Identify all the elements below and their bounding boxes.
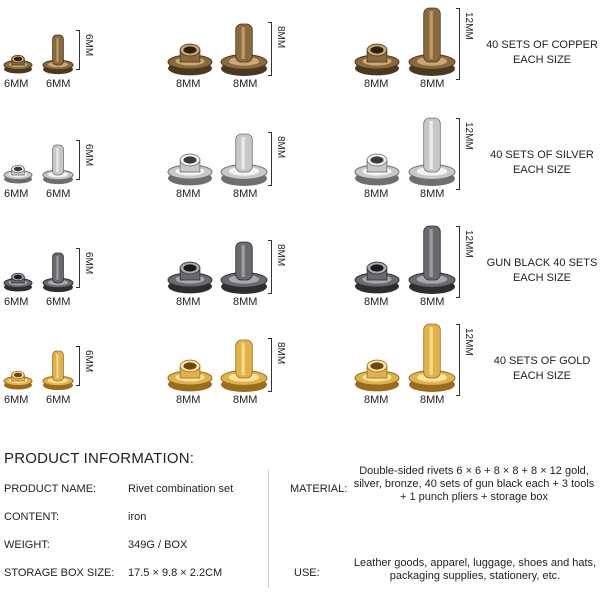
size-label: 8MM bbox=[233, 188, 258, 200]
size-label: 6MM bbox=[4, 78, 29, 90]
set-description-line: 40 SETS OF GOLD bbox=[493, 355, 591, 367]
height-bracket bbox=[76, 140, 80, 180]
material-value bbox=[350, 465, 598, 504]
use-line: Leather goods, apparel, luggage, shoes and hats, bbox=[353, 557, 597, 569]
size-label: 6MM bbox=[46, 188, 71, 200]
height-label: 6MM bbox=[83, 252, 94, 275]
weight-value: 349G / BOX bbox=[128, 539, 188, 551]
height-bracket bbox=[456, 226, 460, 298]
height-bracket bbox=[268, 240, 272, 294]
size-label: 8MM bbox=[420, 394, 445, 406]
size-label: 8MM bbox=[364, 188, 389, 200]
rivet-cap-6mm-icon bbox=[4, 371, 32, 389]
size-label: 8MM bbox=[420, 296, 445, 308]
size-label: 8MM bbox=[176, 78, 201, 90]
height-bracket bbox=[456, 324, 460, 396]
size-label: 8MM bbox=[176, 394, 201, 406]
height-label: 6MM bbox=[83, 34, 94, 57]
rivet-cap-8mm-icon bbox=[168, 360, 212, 391]
info-divider bbox=[268, 470, 269, 588]
rivet-row-gunblack bbox=[0, 218, 600, 323]
rivet-post-8mm-icon bbox=[221, 24, 267, 76]
content-label: CONTENT: bbox=[4, 511, 59, 523]
height-bracket bbox=[76, 30, 80, 70]
product-name-value: Rivet combination set bbox=[128, 483, 234, 495]
size-label: 8MM bbox=[420, 188, 445, 200]
height-bracket bbox=[456, 8, 460, 80]
rivet-post-6mm-icon bbox=[43, 145, 73, 184]
height-bracket bbox=[268, 338, 272, 392]
size-label: 6MM bbox=[4, 296, 29, 308]
rivet-post-12mm-icon bbox=[409, 8, 455, 76]
rivet-post-8mm-icon bbox=[221, 134, 267, 186]
rivet-cap-12mm-icon bbox=[355, 360, 399, 391]
height-label: 12MM bbox=[463, 230, 474, 258]
height-label: 12MM bbox=[463, 12, 474, 40]
height-label: 8MM bbox=[275, 26, 286, 49]
rivet-cap-6mm-icon bbox=[4, 165, 32, 183]
height-bracket bbox=[76, 248, 80, 288]
rivet-cap-12mm-icon bbox=[355, 262, 399, 293]
size-label: 8MM bbox=[233, 394, 258, 406]
rivet-row-gold bbox=[0, 316, 600, 421]
set-description bbox=[486, 38, 598, 68]
size-label: 6MM bbox=[4, 188, 29, 200]
size-label: 6MM bbox=[46, 78, 71, 90]
set-description-line: GUN BLACK 40 SETS bbox=[486, 257, 598, 269]
material-label: MATERIAL: bbox=[290, 483, 348, 495]
height-bracket bbox=[268, 132, 272, 186]
set-description bbox=[486, 256, 598, 286]
rivet-cap-8mm-icon bbox=[168, 262, 212, 293]
size-label: 8MM bbox=[420, 78, 445, 90]
rivet-post-12mm-icon bbox=[409, 226, 455, 294]
size-label: 8MM bbox=[176, 296, 201, 308]
product-name-label: PRODUCT NAME: bbox=[4, 483, 97, 495]
content-value: iron bbox=[128, 511, 147, 523]
rivet-post-6mm-icon bbox=[43, 35, 73, 74]
set-description bbox=[486, 148, 598, 178]
use-label: USE: bbox=[294, 567, 320, 579]
size-label: 8MM bbox=[176, 188, 201, 200]
rivet-row-copper bbox=[0, 0, 600, 105]
rivet-post-6mm-icon bbox=[43, 351, 73, 390]
rivet-post-8mm-icon bbox=[221, 242, 267, 294]
size-label: 8MM bbox=[233, 78, 258, 90]
height-label: 8MM bbox=[275, 244, 286, 267]
size-label: 8MM bbox=[233, 296, 258, 308]
rivet-cap-6mm-icon bbox=[4, 55, 32, 73]
height-label: 6MM bbox=[83, 350, 94, 373]
height-label: 6MM bbox=[83, 144, 94, 167]
height-label: 12MM bbox=[463, 122, 474, 150]
height-label: 8MM bbox=[275, 342, 286, 365]
size-label: 8MM bbox=[364, 78, 389, 90]
rivet-cap-12mm-icon bbox=[355, 154, 399, 185]
rivet-cap-6mm-icon bbox=[4, 273, 32, 291]
rivet-post-12mm-icon bbox=[409, 118, 455, 186]
height-bracket bbox=[456, 118, 460, 190]
use-line: packaging supplies, stationery, etc. bbox=[389, 570, 561, 582]
storage-box-size-value: 17.5 × 9.8 × 2.2CM bbox=[128, 567, 223, 579]
rivet-cap-12mm-icon bbox=[355, 44, 399, 75]
rivet-cap-8mm-icon bbox=[168, 154, 212, 185]
set-description-line: 40 SETS OF SILVER bbox=[490, 149, 594, 161]
set-description-line: EACH SIZE bbox=[512, 370, 572, 382]
weight-label: WEIGHT: bbox=[4, 539, 50, 551]
height-label: 12MM bbox=[463, 328, 474, 356]
rivet-cap-8mm-icon bbox=[168, 44, 212, 75]
set-description-line: EACH SIZE bbox=[512, 272, 572, 284]
rivet-post-6mm-icon bbox=[43, 253, 73, 292]
size-label: 6MM bbox=[4, 394, 29, 406]
rivet-row-silver bbox=[0, 110, 600, 215]
set-description-line: 40 SETS OF COPPER bbox=[486, 39, 598, 51]
material-line: Double-sided rivets 6 × 6 + 8 × 8 + 8 × 12 gold, bbox=[359, 465, 589, 477]
rivet-post-8mm-icon bbox=[221, 340, 267, 392]
size-label: 8MM bbox=[364, 394, 389, 406]
material-line: + 1 punch pliers + storage box bbox=[400, 491, 548, 503]
height-bracket bbox=[76, 346, 80, 386]
set-description-line: EACH SIZE bbox=[512, 54, 572, 66]
use-value bbox=[352, 557, 598, 583]
product-info-title: PRODUCT INFORMATION: bbox=[4, 450, 195, 467]
height-bracket bbox=[268, 22, 272, 76]
set-description-line: EACH SIZE bbox=[512, 164, 572, 176]
material-line: silver, bronze, 40 sets of gun black each + 3 tools bbox=[353, 478, 595, 490]
size-label: 8MM bbox=[364, 296, 389, 308]
height-label: 8MM bbox=[275, 136, 286, 159]
size-label: 6MM bbox=[46, 296, 71, 308]
storage-box-size-label: STORAGE BOX SIZE: bbox=[4, 567, 115, 579]
rivet-post-12mm-icon bbox=[409, 324, 455, 392]
size-label: 6MM bbox=[46, 394, 71, 406]
set-description bbox=[486, 354, 598, 384]
